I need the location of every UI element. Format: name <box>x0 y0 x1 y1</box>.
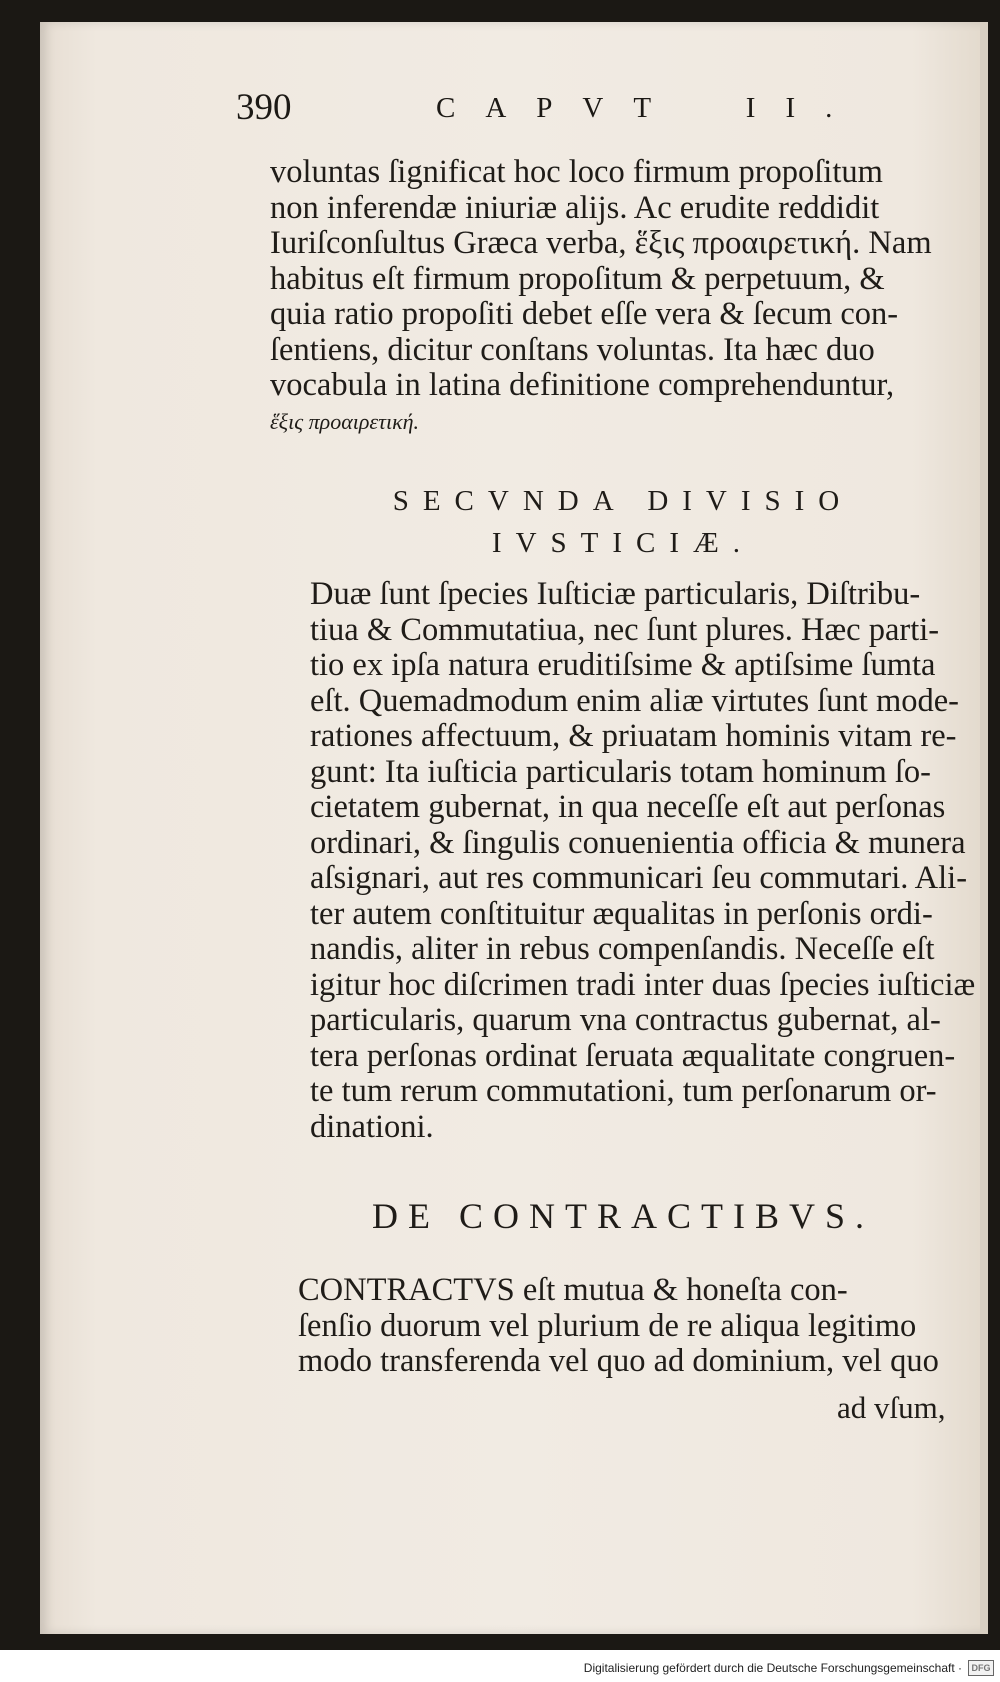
paragraph-two-line-2: tiua & Commutatiua, nec ſunt plures. Hæc parti- <box>310 611 940 648</box>
paragraph-three-line-1: CONTRACTVS eſt mutua & honeſta con- <box>298 1272 848 1308</box>
paragraph-two-line-1: Duæ ſunt ſpecies Iuſticiæ particularis, Diſtribu- <box>310 576 921 612</box>
paragraph-one-line-7: vocabula in latina definitione comprehenduntur, <box>270 367 895 403</box>
footer-credit <box>584 1660 994 1676</box>
paragraph-one-line-2: non inferendæ iniuriæ alijs. Ac erudite reddidit <box>270 189 880 226</box>
paragraph-one-line-1: voluntas ſignificat hoc loco firmum propoſitum <box>270 154 883 190</box>
paragraph-two-line-5: rationes affectuum, & priuatam hominis vitam re- <box>310 718 957 754</box>
paragraph-two-line-3: tio ex ipſa natura eruditiſsime & aptiſsime ſumta <box>310 647 936 683</box>
paragraph-two <box>270 577 976 1145</box>
main-heading: DE CONTRACTIBVS. <box>371 1196 875 1236</box>
paragraph-one-line-8: ἕξις προαιρετική. <box>270 408 420 434</box>
catchword: ad vſum, <box>837 1390 946 1425</box>
section-heading-line-2: IVSTICIÆ. <box>491 527 755 559</box>
paragraph-three-line-3: modo transferenda vel quo ad dominium, vel quo <box>298 1343 939 1379</box>
paragraph-two-line-10: ter autem conſtituitur æqualitas in perſonis ordi- <box>310 895 933 932</box>
paragraph-three <box>270 1273 976 1380</box>
footer-credit-text: Digitalisierung gefördert durch die Deutsche Forschungsgemeinschaft · <box>583 1661 962 1675</box>
paragraph-two-line-16: dinationi. <box>310 1108 434 1145</box>
paragraph-one-line-4: habitus eſt firmum propoſitum & perpetuum, & <box>270 260 885 297</box>
paragraph-two-line-13: particularis, quarum vna contractus gubernat, al- <box>310 1002 941 1038</box>
paragraph-two-line-15: te tum rerum commutationi, tum perſonarum or- <box>310 1073 937 1109</box>
paragraph-two-line-9: aſsignari, aut res communicari ſeu commutari. Ali- <box>310 860 968 896</box>
paragraph-two-line-11: nandis, aliter in rebus compenſandis. Neceſſe eſt <box>310 931 935 967</box>
running-title: CAPVT II. <box>436 92 863 124</box>
paragraph-one-line-5: quia ratio propoſiti debet eſſe vera & ſecum con- <box>270 296 899 332</box>
paragraph-two-line-4: eſt. Quemadmodum enim aliæ virtutes ſunt mode- <box>310 682 959 719</box>
paragraph-two-line-8: ordinari, & ſingulis conuenientia officia & munera <box>310 824 966 861</box>
page-edge <box>980 22 988 1634</box>
paragraph-one <box>270 155 976 439</box>
paragraph-three-line-2: ſenſio duorum vel plurium de re aliqua legitimo <box>298 1307 917 1344</box>
section-heading-line-1: SECVNDA DIVISIO <box>392 485 854 517</box>
paragraph-two-line-14: tera perſonas ordinat ſeruata æqualitate congruen- <box>310 1037 956 1074</box>
page-number: 390 <box>236 87 292 128</box>
paragraph-one-line-3: Iuriſconſultus Græca verba, ἕξις προαιρετική. Nam <box>270 225 932 261</box>
paragraph-two-line-7: cietatem gubernat, in qua neceſſe eſt aut perſonas <box>310 789 946 825</box>
paragraph-two-line-6: gunt: Ita iuſticia particularis totam hominum ſo- <box>310 753 931 790</box>
section-heading <box>270 480 976 564</box>
dfg-logo: DFG <box>968 1660 994 1676</box>
running-head <box>236 86 863 146</box>
paragraph-one-line-6: ſentiens, dicitur conſtans voluntas. Ita hæc duo <box>270 331 875 368</box>
paragraph-two-line-12: igitur hoc diſcrimen tradi inter duas ſpecies iuſticiæ <box>310 966 976 1003</box>
